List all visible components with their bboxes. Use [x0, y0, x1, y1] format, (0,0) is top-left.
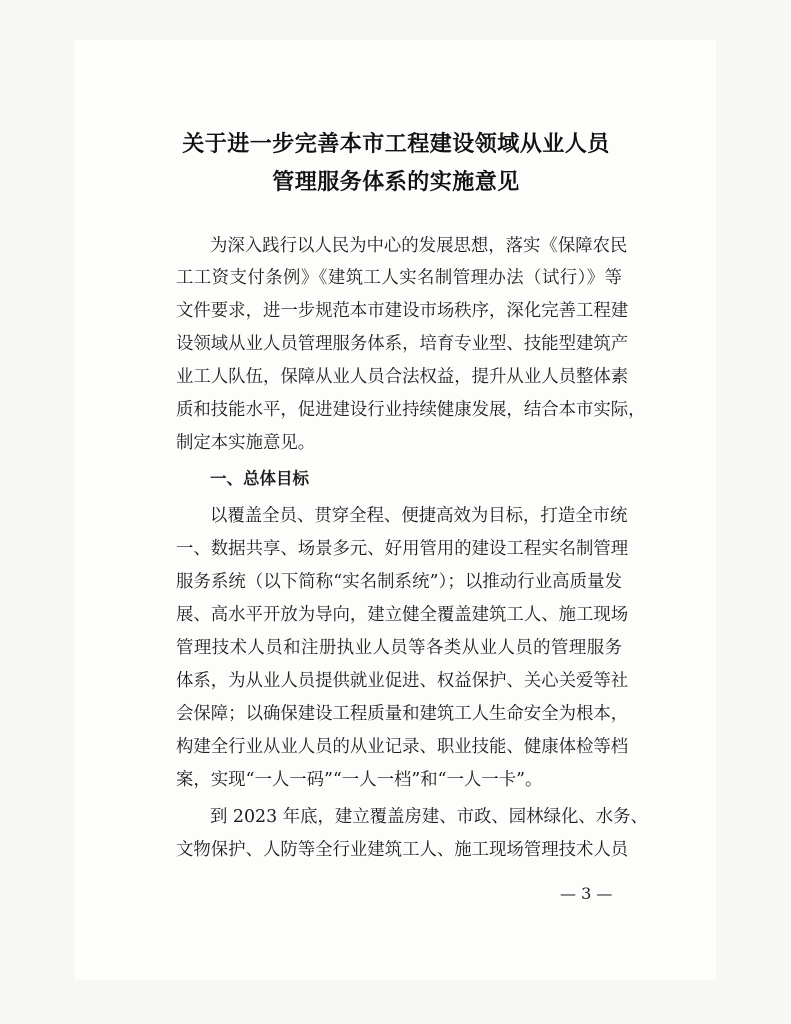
paragraph-line: 服务系统（以下简称“实名制系统”）；以推动行业高质量发	[176, 572, 622, 592]
page-number: — 3 —	[560, 884, 613, 903]
intro-line: 为深入践行以人民为中心的发展思想，落实《保障农民	[210, 236, 628, 256]
paragraph-line: 构建全行业从业人员的从业记录、职业技能、健康体检等档	[176, 737, 629, 757]
paragraph-line: 案，实现“一人一码”“一人一档”和“一人一卡”。	[176, 770, 543, 790]
intro-line: 业工人队伍，保障从业人员合法权益，提升从业人员整体素	[176, 367, 629, 387]
intro-line: 工工资支付条例》《建筑工人实名制管理办法（试行）》等	[176, 268, 622, 288]
paragraph-line: 文物保护、人防等全行业建筑工人、施工现场管理技术人员	[176, 840, 629, 860]
document-title-line-1: 关于进一步完善本市工程建设领域从业人员	[182, 132, 610, 157]
document-title-line-2: 管理服务体系的实施意见	[272, 170, 520, 195]
intro-line: 设领域从业人员管理服务体系，培育专业型、技能型建筑产	[176, 334, 629, 354]
paragraph-line: 会保障；以确保建设工程质量和建筑工人生命安全为根本，	[176, 704, 629, 724]
paragraph-line: 管理技术人员和注册执业人员等各类从业人员的管理服务	[176, 638, 622, 658]
paragraph-line: 展、高水平开放为导向，建立健全覆盖建筑工人、施工现场	[176, 605, 629, 625]
paragraph-line: 一、数据共享、场景多元、好用管用的建设工程实名制管理	[176, 539, 629, 559]
paragraph-line: 以覆盖全员、贯穿全程、便捷高效为目标，打造全市统	[210, 506, 628, 526]
intro-line: 文件要求，进一步规范本市建设市场秩序，深化完善工程建	[176, 301, 629, 321]
paragraph-line: 体系，为从业人员提供就业促进、权益保护、关心关爱等社	[176, 671, 629, 691]
intro-line: 质和技能水平，促进建设行业持续健康发展，结合本市实际，	[176, 400, 646, 420]
section-heading: 一、总体目标	[210, 469, 309, 488]
paragraph-line: 到 2023 年底，建立覆盖房建、市政、园林绿化、水务、	[210, 807, 648, 827]
intro-line: 制定本实施意见。	[176, 433, 316, 453]
